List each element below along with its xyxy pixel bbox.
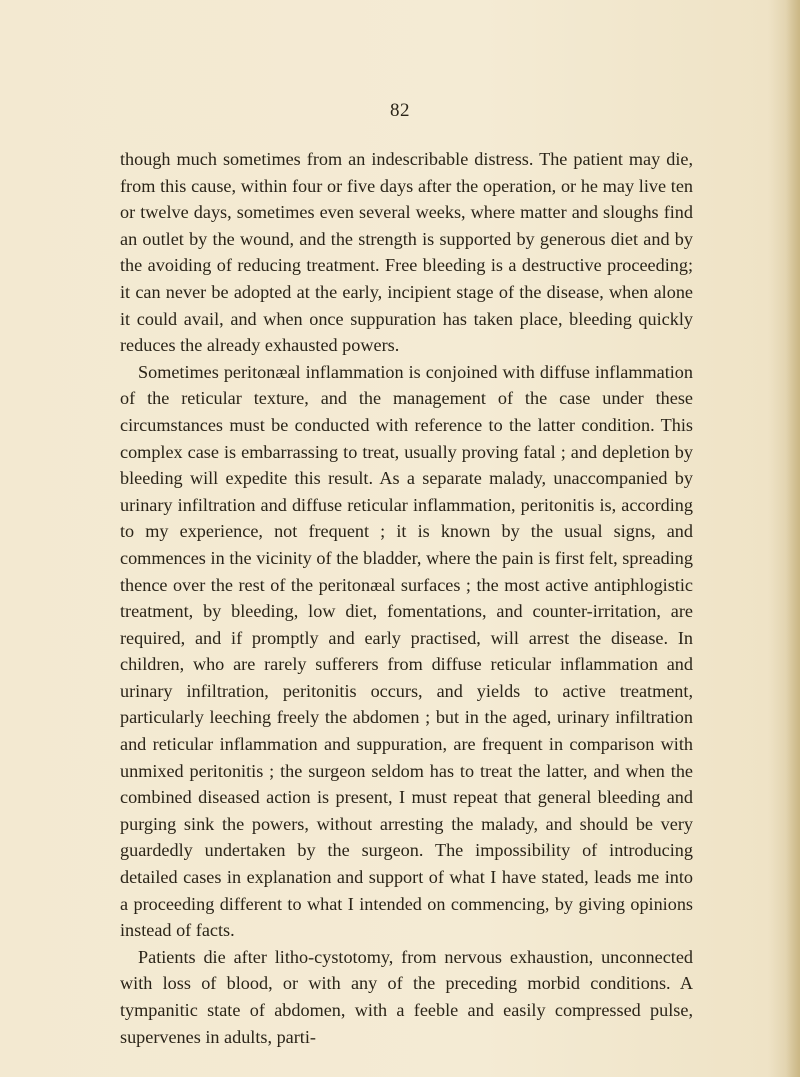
page-number: 82 xyxy=(390,100,410,121)
paragraph-continued: though much sometimes from an indescribable distress. The patient may die, from this cause, within four or five days after the operation, or he may live ten or twelve days, sometimes even several weeks, where matter and sloughs find an outlet by the wound, and the strength is supported by generous diet and by the avoiding of reducing treatment. Free bleeding is a destructive proceeding; it can never be adopted at the early, incipient stage of the disease, when alone it could avail, and when once suppuration has taken place, bleeding quickly reduces the already exhausted powers. xyxy=(120,149,693,356)
page-edge-shadow xyxy=(786,0,800,1077)
body-text xyxy=(120,146,693,1050)
paragraph-nervous-exhaustion: Patients die after litho-cystotomy, from nervous exhaustion, unconnected with loss of blood, or with any of the preceding morbid conditions. A tympanitic state of abdomen, with a feeble and easily compressed pulse, supervenes in adults, parti- xyxy=(120,946,693,1047)
paragraph-peritonaeal-inflammation: Sometimes peritonæal inflammation is conjoined with diffuse inflammation of the reticular texture, and the management of the case under these circumstances must be conducted with reference to the latter condition. This complex case is embarrassing to treat, usually proving fatal ; and depletion by bleeding will expedite this result. As a separate malady, unaccompanied by urinary infiltration and diffuse reticular inflammation, peritonitis is, according to my experience, not frequent ; it is known by the usual signs, and commences in the vicinity of the bladder, where the pain is first felt, spreading thence over the rest of the peritonæal surfaces ; the most active antiphlogistic treatment, by bleeding, low diet, fomentations, and counter-irritation, are required, and if promptly and early practised, will arrest the disease. In children, who are rarely sufferers from diffuse reticular inflammation and urinary infiltration, peritonitis occurs, and yields to active treatment, particularly leeching freely the abdomen ; but in the aged, urinary infiltration and reticular inflammation and suppuration, are frequent in comparison with unmixed peritonitis ; the surgeon seldom has to treat the latter, and when the combined diseased action is present, I must repeat that general bleeding and purging sink the powers, without arresting the malady, and should be very guardedly undertaken by the surgeon. The impossibility of introducing detailed cases in explanation and support of what I have stated, leads me into a proceeding different to what I intended on commencing, by giving opinions instead of facts. xyxy=(120,361,693,941)
